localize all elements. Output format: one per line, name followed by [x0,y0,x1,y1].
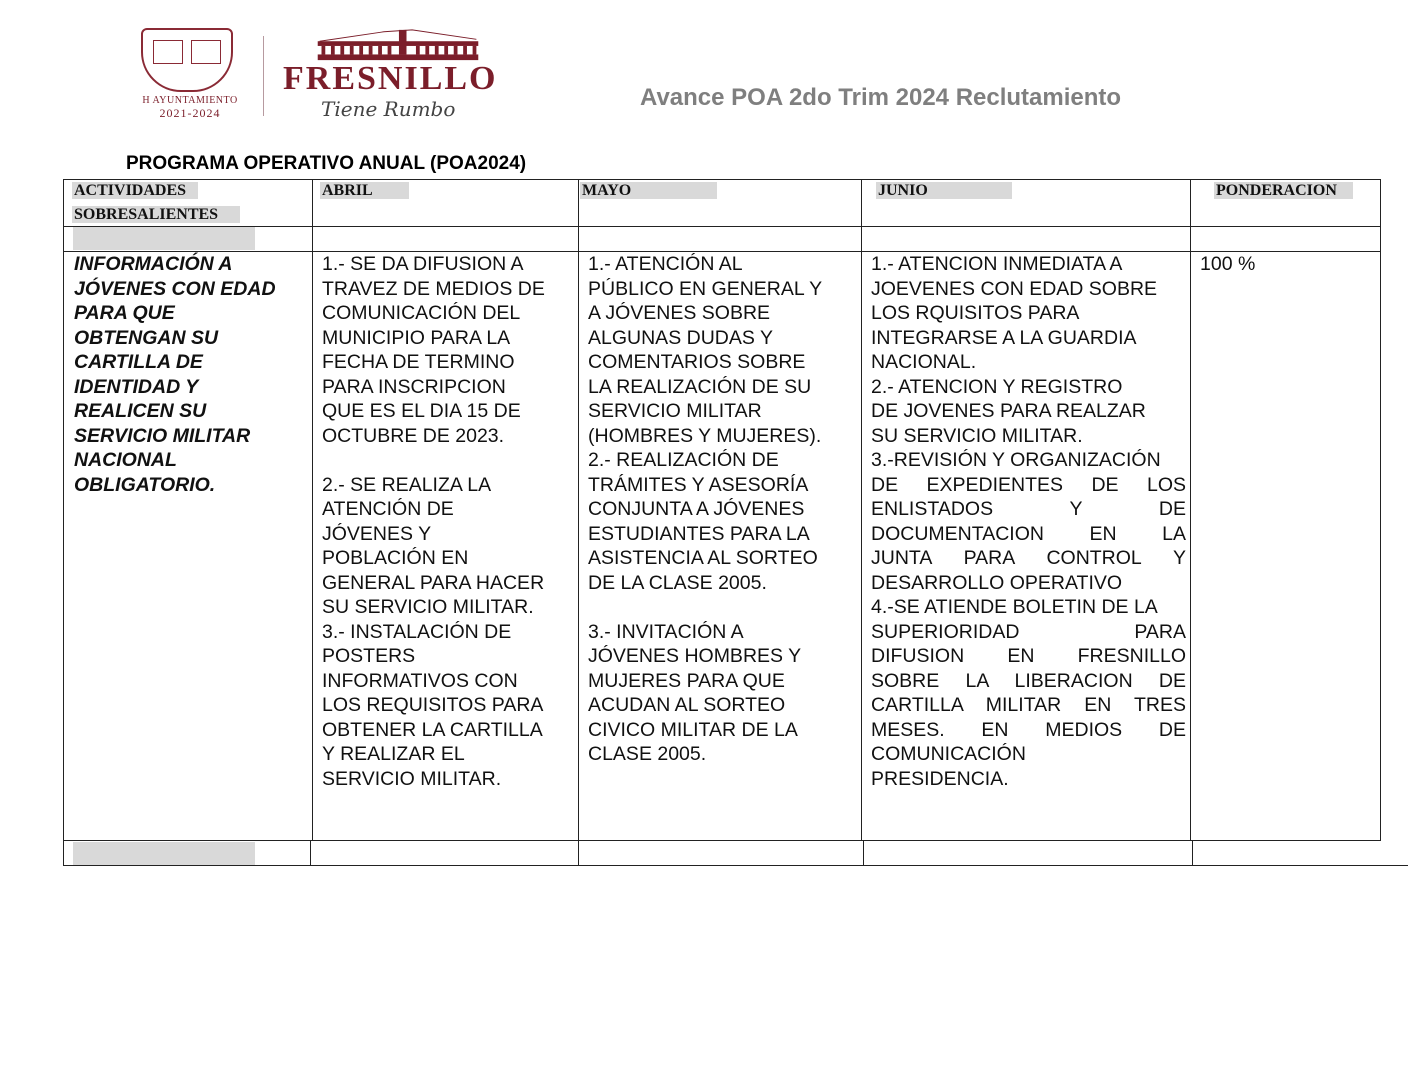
junio-line: DE EXPEDIENTES DE LOS [871,473,1186,496]
junio-line: 1.- ATENCION INMEDIATA A [871,253,1123,275]
abril-line: SERVICIO MILITAR. [322,767,502,790]
mayo-line [588,595,822,620]
column-divider [310,841,311,866]
actividad-line: IDENTIDAD Y [74,375,199,398]
abril-line: Y REALIZAR EL [322,743,465,765]
actividad-line: INFORMACIÓN A [74,253,233,275]
actividad-line: REALICEN SU [74,400,207,422]
junio-line: PRESIDENCIA. [871,767,1009,790]
junio-line: SOBRE LA LIBERACION DE [871,669,1186,692]
ponderacion-cell: 100 % [1200,253,1256,275]
mayo-line: PÚBLICO EN GENERAL Y [588,277,823,300]
program-title: PROGRAMA OPERATIVO ANUAL (POA2024) [126,153,527,174]
actividad-line: OBTENGAN SU [74,326,219,349]
mayo-line: JÓVENES HOMBRES Y [588,645,802,667]
column-divider [1190,179,1191,841]
column-divider [63,179,64,866]
mayo-line: ALGUNAS DUDAS Y [588,326,773,349]
document-title: Avance POA 2do Trim 2024 Reclutamiento [640,84,1122,111]
column-divider [861,179,862,841]
abril-line: QUE ES EL DIA 15 DE [322,400,521,422]
row-divider [63,226,1380,227]
junio-line: CARTILLA MILITAR EN TRES [871,694,1186,716]
brand-tagline: Tiene Rumbo [321,97,456,121]
abril-line: INFORMATIVOS CON [322,669,518,692]
abril-line: POSTERS [322,645,416,667]
header-junio: JUNIO [876,179,1012,203]
activity-cell [74,252,276,497]
abril-cell [322,252,545,791]
abril-line: SU SERVICIO MILITAR. [322,596,534,618]
abril-line: TRAVEZ DE MEDIOS DE [322,277,545,300]
junio-line: JUNTA PARA CONTROL Y [871,547,1186,569]
junio-line: 4.-SE ATIENDE BOLETIN DE LA [871,596,1158,618]
junio-line: SU SERVICIO MILITAR. [871,424,1083,447]
table-border [63,865,1408,866]
municipality-logo [135,26,535,126]
mayo-line: DE LA CLASE 2005. [588,571,767,594]
abril-line: MUNICIPIO PARA LA [322,326,511,349]
mayo-line: COMENTARIOS SOBRE [588,351,806,373]
mayo-line: CLASE 2005. [588,743,707,765]
junio-line: INTEGRARSE A LA GUARDIA [871,326,1137,349]
abril-line: POBLACIÓN EN [322,547,469,569]
abril-line: OCTUBRE DE 2023. [322,424,505,447]
abril-line: COMUNICACIÓN DEL [322,302,521,324]
junio-cell [871,252,1186,791]
skyline-icon [313,28,483,62]
mayo-line: 2.- REALIZACIÓN DE [588,449,779,471]
mayo-line: SERVICIO MILITAR [588,400,762,422]
abril-line: 2.- SE REALIZA LA [322,473,492,496]
column-divider [1192,841,1193,866]
abril-line: JÓVENES Y [322,522,432,545]
logo-divider [263,36,264,116]
mayo-line: TRÁMITES Y ASESORÍA [588,473,809,496]
header-actividades: ACTIVIDADES SOBRESALIENTES [72,179,240,227]
mayo-line: CONJUNTA A JÓVENES [588,498,805,520]
junio-line: DIFUSION EN FRESNILLO [871,645,1186,667]
abril-line: ATENCIÓN DE [322,498,454,520]
mayo-line: ASISTENCIA AL SORTEO [588,547,818,569]
actividad-line: OBLIGATORIO. [74,473,216,496]
actividad-line: CARTILLA DE [74,351,203,373]
column-divider [578,179,579,866]
mayo-line: LA REALIZACIÓN DE SU [588,375,812,398]
seal-text-line2: 2021-2024 [159,106,221,120]
junio-line: LOS RQUISITOS PARA [871,302,1080,324]
table-border [1380,179,1381,841]
actividad-line: JÓVENES CON EDAD [74,277,276,300]
mayo-line: (HOMBRES Y MUJERES). [588,424,822,447]
column-divider [863,841,864,866]
row-divider [63,840,1380,841]
junio-line: 3.-REVISIÓN Y ORGANIZACIÓN [871,449,1161,471]
abril-line [322,448,545,473]
actividad-line: SERVICIO MILITAR [74,424,251,447]
junio-line: NACIONAL. [871,351,977,373]
mayo-line: ACUDAN AL SORTEO [588,694,786,716]
abril-line: 3.- INSTALACIÓN DE [322,620,512,643]
seal-text-line1: H AYUNTAMIENTO [142,95,238,106]
junio-line: 2.- ATENCION Y REGISTRO [871,375,1123,398]
table-border [63,179,1380,180]
junio-line: JOEVENES CON EDAD SOBRE [871,277,1158,300]
actividad-line: PARA QUE [74,302,175,324]
junio-line: DOCUMENTACION EN LA [871,522,1186,545]
mayo-line: CIVICO MILITAR DE LA [588,718,798,741]
header-shading [73,226,255,250]
abril-line: 1.- SE DA DIFUSION A [322,253,524,275]
junio-line: DE JOVENES PARA REALZAR [871,400,1146,422]
mayo-line: 1.- ATENCIÓN AL [588,253,743,275]
mayo-line: 3.- INVITACIÓN A [588,620,744,643]
junio-line: COMUNICACIÓN [871,743,1026,765]
abril-line: OBTENER LA CARTILLA [322,718,543,741]
seal-icon [141,28,233,92]
junio-line: SUPERIORIDAD PARA [871,620,1186,643]
junio-line: MESES. EN MEDIOS DE [871,718,1186,741]
mayo-line: MUJERES PARA QUE [588,669,785,692]
mayo-line: A JÓVENES SOBRE [588,302,771,324]
mayo-line: ESTUDIANTES PARA LA [588,522,810,545]
header-mayo: MAYO [580,179,717,203]
abril-line: PARA INSCRIPCION [322,375,506,398]
header-ponderacion: PONDERACION [1214,179,1353,203]
abril-line: LOS REQUISITOS PARA [322,694,544,716]
abril-line: FECHA DE TERMINO [322,351,515,373]
column-divider [312,179,313,841]
junio-line: ENLISTADOS Y DE [871,498,1186,520]
junio-line: DESARROLLO OPERATIVO [871,571,1123,594]
header-abril: ABRIL [320,179,409,203]
mayo-cell [588,252,822,767]
actividad-line: NACIONAL [74,449,177,471]
footer-shading [73,842,255,866]
brand-name: FRESNILLO [283,60,498,97]
abril-line: GENERAL PARA HACER [322,571,545,594]
